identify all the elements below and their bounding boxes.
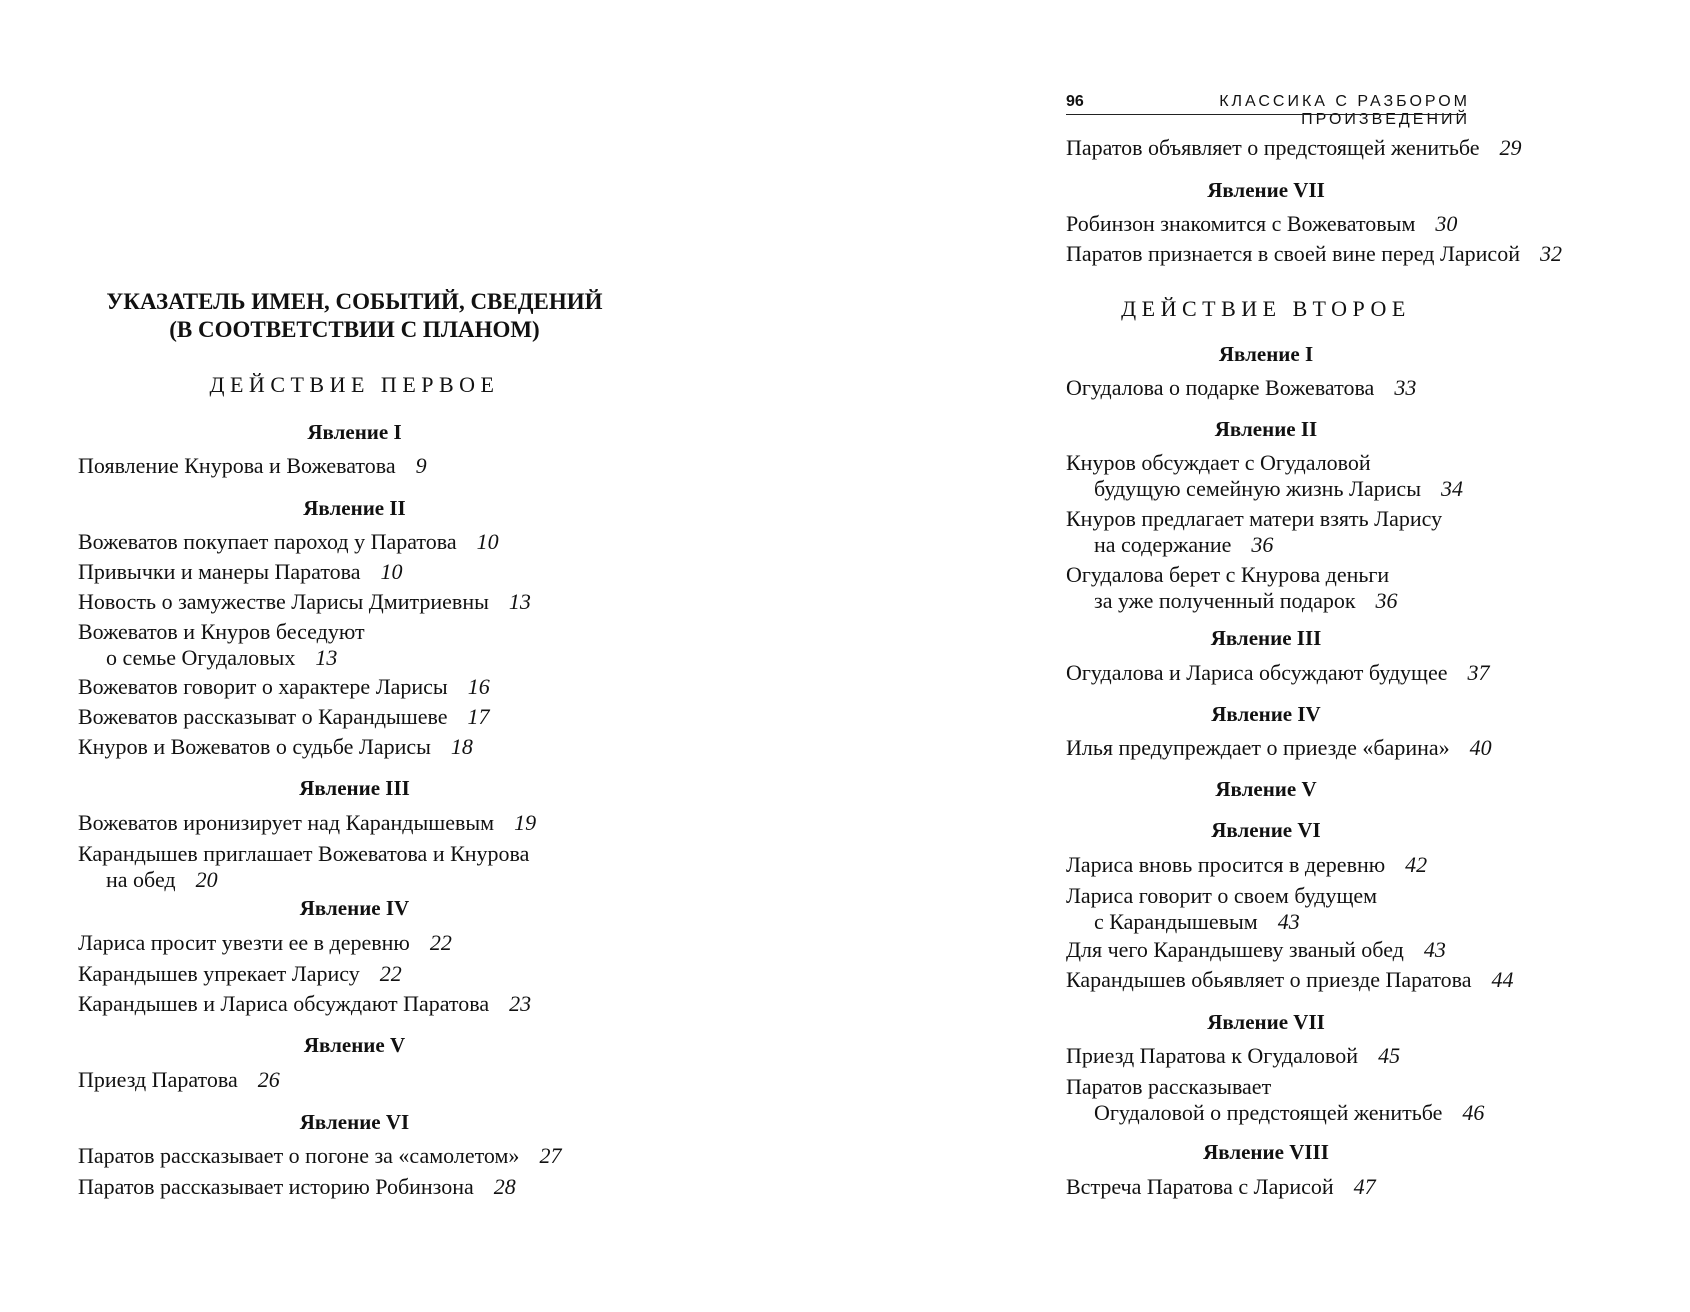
scene-heading: Явление VII [1207,1010,1325,1034]
entry-page-number: 43 [1277,909,1300,934]
index-entry [78,991,531,1017]
index-entry [78,1174,516,1200]
entry-page-number: 26 [257,1067,280,1092]
index-entry [1066,241,1562,267]
entry-page-number: 36 [1251,532,1274,557]
entry-text: Карандышев обьявляет о приезде Паратова [1066,967,1472,992]
entry-page-number: 9 [415,453,427,478]
index-entry [78,674,490,700]
entry-text: Паратов признается в своей вине перед Ларисой [1066,241,1520,266]
entry-text: Карандышев упрекает Ларису [78,961,360,986]
index-entry [78,619,365,671]
entry-page-number: 10 [380,559,403,584]
entry-page-number: 29 [1499,135,1522,160]
entry-text: Кнуров обсуждает с Огудаловой [1066,450,1371,475]
entry-text: Паратов рассказывает историю Робинзона [78,1174,474,1199]
entry-text: Появление Кнурова и Вожеватова [78,453,396,478]
entry-text: Кнуров предлагает матери взять Ларису [1066,506,1443,531]
entry-page-number: 42 [1405,852,1428,877]
index-entry [1066,135,1522,161]
entry-text: Вожеватов говорит о характере Ларисы [78,674,448,699]
index-entry [1066,937,1446,963]
index-entry [1066,1043,1400,1069]
entry-page-number: 16 [467,674,490,699]
running-head: КЛАССИКА С РАЗБОРОМ ПРОИЗВЕДЕНИЙ [1219,93,1470,128]
index-entry [78,559,403,585]
scene-heading: Явление V [303,1033,406,1057]
entry-text: Для чего Карандышеву званый обед [1066,937,1404,962]
index-entry [1066,660,1489,686]
entry-text: Встреча Паратова с Ларисой [1066,1174,1334,1199]
act-heading-first: ДЕЙСТВИЕ ПЕРВОЕ [209,372,500,397]
entry-text-continuation: на обед [106,867,176,892]
entry-text: Вожеватов рассказыват о Карандышеве [78,704,448,729]
index-entry [78,704,490,730]
entry-text: Лариса вновь просится в деревню [1066,852,1386,877]
entry-page-number: 30 [1435,211,1458,236]
index-entry [1066,1074,1484,1126]
index-entry [1066,1174,1376,1200]
entry-page-number: 45 [1378,1043,1401,1068]
index-entry [78,930,452,956]
scene-heading: Явление VI [299,1110,410,1134]
entry-text: Приезд Паратова [78,1067,238,1092]
index-entry [1066,506,1442,558]
entry-text: Приезд Паратова к Огудаловой [1066,1043,1359,1068]
entry-text: Робинзон знакомится с Вожеватовым [1066,211,1416,236]
right-page [845,0,1690,1312]
index-entry [78,1143,561,1169]
scene-heading: Явление VII [1207,178,1325,202]
entry-page-number: 23 [509,991,532,1016]
entry-page-number: 27 [539,1143,562,1168]
scene-heading: Явление VI [1211,818,1321,842]
page-number: 96 [1066,93,1084,110]
entry-page-number: 44 [1491,967,1514,992]
entry-text: Новость о замужестве Ларисы Дмитриевны [78,589,489,614]
entry-text: Паратов объявляет о предстоящей женитьбе [1066,135,1480,160]
scene-heading: Явление II [303,496,406,520]
scene-heading: Явление IV [1211,702,1321,726]
entry-text: Карандышев приглашает Вожеватова и Кнурова [78,841,530,866]
entry-page-number: 43 [1423,937,1446,962]
entry-page-number: 33 [1394,375,1417,400]
entry-page-number: 37 [1467,660,1490,685]
index-title-line-1: УКАЗАТЕЛЬ ИМЕН, СОБЫТИЙ, СВЕДЕНИЙ [106,289,603,314]
index-entry [78,734,473,760]
scene-heading: Явление II [1214,417,1318,441]
act-heading-second: ДЕЙСТВИЕ ВТОРОЕ [1121,296,1411,321]
entry-page-number: 32 [1539,241,1562,266]
scene-heading: Явление V [1215,777,1317,801]
scene-heading: Явление VIII [1203,1140,1329,1164]
entry-text-continuation: будущую семейную жизнь Ларисы [1094,476,1421,501]
entry-text: Лариса просит увезти ее в деревню [78,930,410,955]
scene-heading: Явление I [1218,342,1314,366]
entry-text: Лариса говорит о своем будущем [1066,883,1378,908]
entry-page-number: 18 [450,734,473,759]
index-entry [1066,967,1514,993]
index-entry [78,1067,280,1093]
entry-text: Вожеватов покупает пароход у Паратова [78,529,457,554]
entry-page-number: 34 [1440,476,1463,501]
index-entry [78,961,402,987]
index-entry [78,810,536,836]
entry-page-number: 10 [476,529,499,554]
entry-page-number: 13 [508,589,531,614]
entry-text: Огудалова и Лариса обсуждают будущее [1066,660,1448,685]
index-entry [78,529,499,555]
index-entry [1066,211,1457,237]
scene-heading: Явление I [307,420,402,444]
entry-text: Вожеватов иронизирует над Карандышевым [78,810,495,835]
entry-page-number: 20 [195,867,218,892]
index-entry [78,841,529,893]
scene-heading: Явление III [299,776,410,800]
entry-page-number: 28 [493,1174,516,1199]
entry-text: Паратов рассказывает о погоне за «самолетом» [78,1143,520,1168]
entry-text-continuation: о семье Огудаловых [106,645,296,670]
index-title-line-2: (В СООТВЕТСТВИИ С ПЛАНОМ) [169,317,540,342]
entry-text: Привычки и манеры Паратова [78,559,361,584]
entry-text: Кнуров и Вожеватов о судьбе Ларисы [78,734,431,759]
index-title [82,288,627,344]
index-entry [1066,375,1416,401]
entry-text: Огудалова берет с Кнурова деньги [1066,562,1390,587]
entry-text: Вожеватов и Кнуров беседуют [78,619,365,644]
entry-page-number: 17 [467,704,490,729]
scene-heading: Явление IV [299,896,410,920]
scene-heading: Явление III [1210,626,1322,650]
entry-text: Карандышев и Лариса обсуждают Паратова [78,991,490,1016]
entry-page-number: 19 [514,810,537,835]
index-entry [1066,735,1492,761]
index-entry [78,453,427,479]
entry-page-number: 22 [429,930,452,955]
entry-page-number: 13 [315,645,338,670]
index-entry [78,589,531,615]
left-page [0,0,730,1312]
entry-text: Паратов рассказывает [1066,1074,1272,1099]
entry-text-continuation: с Карандышевым [1094,909,1258,934]
header-rule [1066,114,1466,115]
index-entry [1066,450,1463,502]
entry-text-continuation: на содержание [1094,532,1232,557]
entry-page-number: 22 [379,961,402,986]
entry-page-number: 36 [1375,588,1398,613]
index-entry [1066,852,1427,878]
entry-page-number: 47 [1353,1174,1376,1199]
entry-text-continuation: за уже полученный подарок [1094,588,1356,613]
entry-page-number: 46 [1462,1100,1485,1125]
entry-page-number: 40 [1469,735,1492,760]
index-entry [1066,562,1398,614]
entry-text: Илья предупреждает о приезде «барина» [1066,735,1450,760]
entry-text-continuation: Огудаловой о предстоящей женитьбе [1094,1100,1443,1125]
entry-text: Огудалова о подарке Вожеватова [1066,375,1375,400]
index-entry [1066,883,1377,935]
